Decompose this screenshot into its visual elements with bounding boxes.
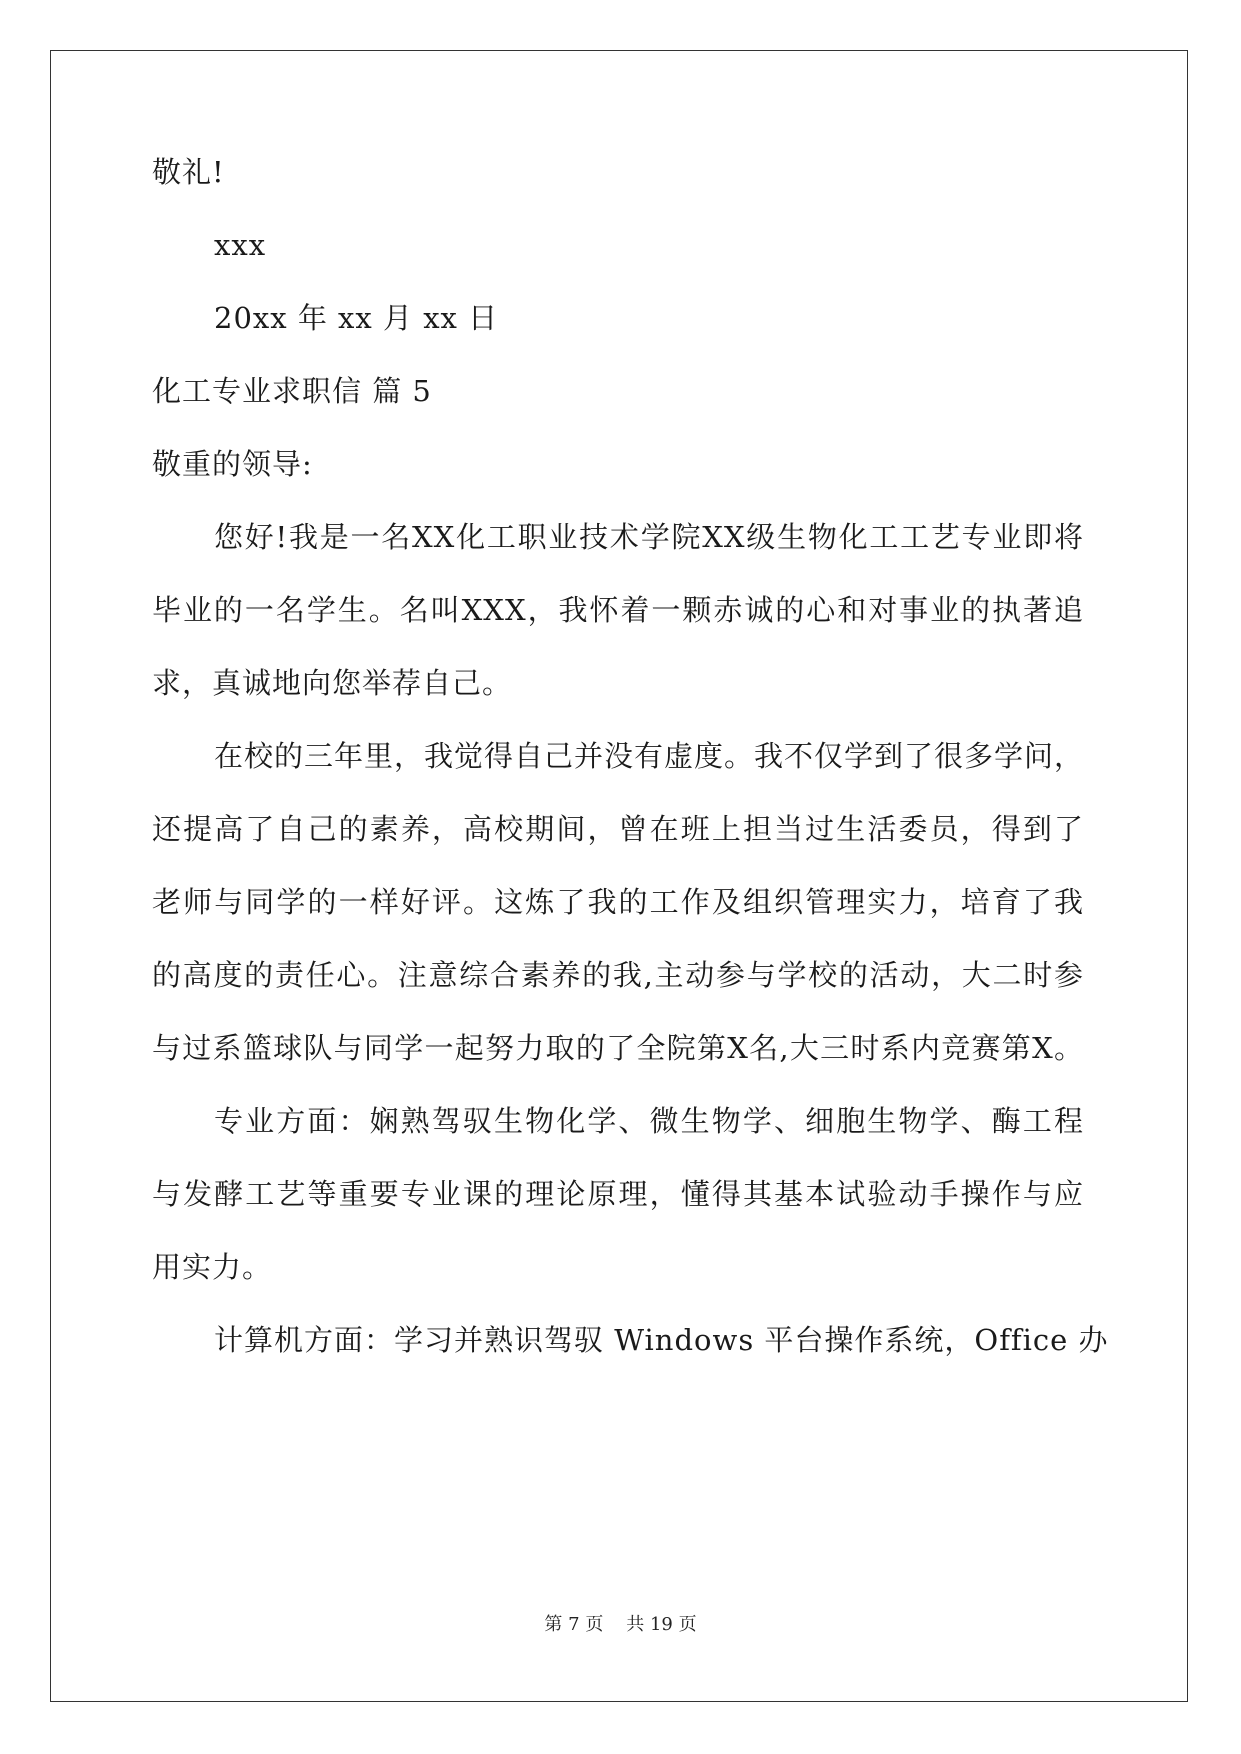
paragraph-line: 求，真诚地向您举荐自己。 xyxy=(152,666,513,700)
salutation-line: 敬重的领导: xyxy=(152,447,313,481)
paragraph-line: 的高度的责任心。注意综合素养的我,主动参与学校的活动，大二时参 xyxy=(152,958,1084,992)
page-total: 共 19 页 xyxy=(626,1614,697,1635)
signature-line: xxx xyxy=(214,228,267,262)
paragraph-line: 与发酵工艺等重要专业课的理论原理，懂得其基本试验动手操作与应 xyxy=(152,1177,1084,1211)
date-line: 20xx 年 xx 月 xx 日 xyxy=(214,301,499,335)
paragraph-line: 老师与同学的一样好评。这炼了我的工作及组织管理实力，培育了我 xyxy=(152,885,1084,919)
paragraph-line: 计算机方面：学习并熟识驾驭 Windows 平台操作系统，Office 办 xyxy=(214,1323,1109,1357)
page-footer xyxy=(0,1614,1241,1636)
paragraph-line: 用实力。 xyxy=(152,1250,273,1284)
paragraph-line: 与过系篮球队与同学一起努力取的了全院第X名,大三时系内竞赛第X。 xyxy=(152,1031,1084,1065)
section-title: 化工专业求职信 篇 5 xyxy=(152,374,432,408)
page-number: 第 7 页 xyxy=(544,1614,604,1635)
paragraph-line: 在校的三年里，我觉得自己并没有虚度。我不仅学到了很多学问， xyxy=(214,739,1085,773)
paragraph-line: 毕业的一名学生。名叫XXX，我怀着一颗赤诚的心和对事业的执著追 xyxy=(152,593,1084,627)
closing-line: 敬礼! xyxy=(152,155,225,189)
paragraph-line: 还提高了自己的素养，高校期间，曾在班上担当过生活委员，得到了 xyxy=(152,812,1084,846)
page-border xyxy=(50,50,1188,1702)
paragraph-line: 您好!我是一名XX化工职业技术学院XX级生物化工工艺专业即将 xyxy=(214,520,1084,554)
paragraph-line: 专业方面：娴熟驾驭生物化学、微生物学、细胞生物学、酶工程 xyxy=(214,1104,1084,1138)
